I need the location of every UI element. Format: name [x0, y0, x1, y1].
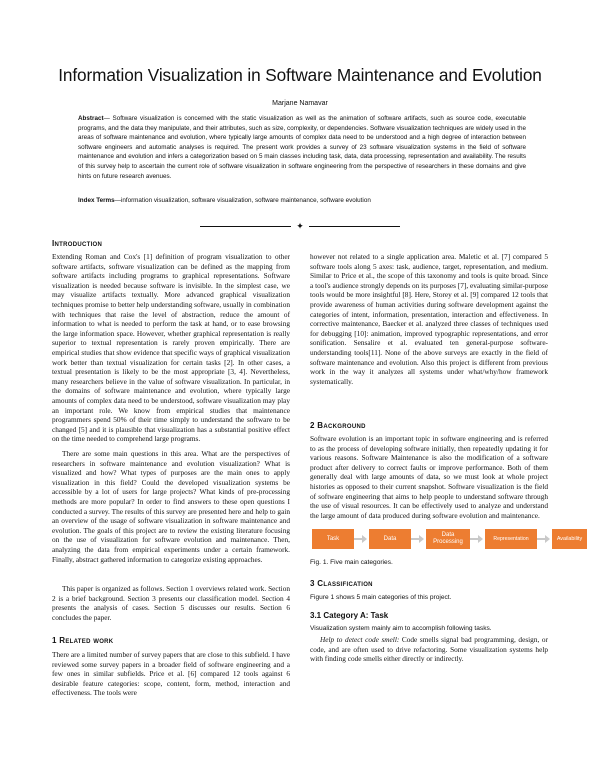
flow-box-data-processing: Data Processing — [426, 529, 470, 549]
index-terms-text: —information visualization, software visualization, software maintenance, software evolution — [114, 197, 371, 204]
intro-paragraph-3: This paper is organized as follows. Section 1 overviews related work. Section 2 is a brief background. Section 3 presents our classification model. Section 4 presents the analysis of cases. Section 5 discusses our results. Section 6 concludes the paper. — [52, 584, 290, 622]
intro-heading: Introduction — [52, 239, 103, 248]
author-name: Marjane Namavar — [272, 100, 328, 107]
figure-caption: Fig. 1. Five main categories. — [310, 559, 393, 566]
background-paragraph: Software evolution is an important topic in software engineering and is referred to as the process of developing software initially, then repeatedly updating it for various reasons. Software Maintenance is also the modification of a software product after delivery to correct faults or improve performance. Both of them generally deal with large amounts of data, so we must look at whole project histories as opposed to their current snapshot. Software visualization is the field of software engineering that aims to help people to understand software through the use of visual resources. It can be effectively used to analyze and understand the large amount of data produced during software evolution and maintenance. — [310, 434, 548, 520]
intro-paragraph-1: Extending Roman and Cox's [1] definition of program visualization to other software artifacts, software visualization can be defined as the mapping from software artifacts including programs to graphical representations. Software visualization is needed because software is invisible. In the simplest case, we may visualize artifacts textually. More advanced graphical visualization techniques promise to better help understanding software, usually in combination with techniques that raise the level of abstraction, reduce the amount of information to what is needed to perform the task at hand, or to ease browsing the large information space. However, whether graphical representation is really superior to textual representation is rarely proven empirically. There are empirical studies that show evidence that specific ways of graphical visualization work better than textual visualization for certain tasks [2]. In other cases, a textual presentation is likely to be the most appropriate [3, 4]. Nevertheless, many researchers believe in the value of software visualization. In particular, in the domains of software maintenance and evolution, where typically large amounts of complex data need to be understood, software visualization may play an important role. We know from empirical studies that maintenance programmers spend 50% of their time simply to understand the software to be changed [5] and it is plausible that visualization has a substantial positive effect on the time needed to comprehend large programs. — [52, 252, 290, 444]
flow-box-task: Task — [312, 529, 354, 549]
related-work-heading: 1 Related work — [52, 636, 114, 645]
intro-paragraph-2: There are some main questions in this area. What are the perspectives of researchers in software maintenance and evolution visualization? What is visualized and how? What types of purposes are the main ones to apply visualization in this field? Could the developed visualization systems be accessible by a lot of users for large projects? What kinds of pre-processing methods are more popular? In order to find answers to these open questions I conducted a survey. The results of this survey are presented here and help to gain an overview of the usage of software visualization in software maintenance and evolution. The goals of this project are to review the existing literature focusing on the use of visualization for software evolution and maintenance. Then, analyzing the data from empirical experiments under a certain framework. Finally, abstract gathered information to categorize existing approaches. — [52, 449, 290, 564]
related-work-continued: however not related to a single application area. Maletic et al. [7] compared 5 software tools along 5 axes: task, audience, target, representation, and medium. Similar to Price et al., the scope of this taxonomy and tools is quite broad. Since a tool's audience strongly depends on its purposes [7], evaluating similar-purpose tools would be more insightful [8]. Here, Storey et al. [9] compared 12 tools that provide awareness of human activities during software development against the categories of intent, information, presentation, interaction and effectiveness. In corrective maintenance, Baecker et al. analyzed three classes of techniques used for debugging [10]: animation, improved typographic representations, and error sonification. Sensalire et al. evaluated ten general-purpose software-understanding tools[11]. None of the above surveys are exactly in the field of software maintenance and evolution. Also this project is different from previous work in the way it analyzes all systems under what/why/how framework systematically. — [310, 252, 548, 386]
flow-arrow-1-icon — [362, 535, 367, 543]
category-a-intro: Visualization system mainly aim to accomplish following tasks. — [310, 625, 492, 632]
category-a-heading: 3.1 Category A: Task — [310, 611, 389, 620]
separator-diamond-icon: ✦ — [296, 221, 304, 231]
category-flow-diagram — [312, 529, 587, 549]
abstract-label: Abstract — [78, 115, 104, 122]
flow-arrow-2-icon — [419, 535, 424, 543]
background-heading: 2 Background — [310, 421, 366, 430]
code-smell-term: Help to detect code smell: — [320, 635, 400, 644]
abstract — [78, 114, 526, 181]
paper-title: Information Visualization in Software Maintenance and Evolution — [58, 65, 542, 85]
abstract-text: — Software visualization is concerned with the static visualization as well as the animation of software artifacts, such as source code, executable programs, and the data they manipulate, and their attributes, such as size, complexity, or dependencies. Software visualization techniques are widely used in the areas of software maintenance and evolution, where typically large amounts of complex data need to be understood and a high degree of interaction between software engineers and automatic analyses is required. The present work provides a survey of 23 software visualization systems in the field of software maintenance and evolution and infers a categorization based on 5 main classes including task, data, data processing, representation and availability. The results of this survey help to ascertain the current role of software visualization in software engineering from the perspective of researchers in these domains and give hints on future research avenues. — [78, 115, 526, 180]
separator-line-right — [309, 226, 400, 227]
flow-box-representation: Representation — [485, 529, 537, 549]
index-terms-label: Index Terms — [78, 197, 115, 204]
category-a-paragraph — [310, 635, 548, 664]
classification-heading: 3 Classification — [310, 579, 373, 588]
related-work-paragraph: There are a limited number of survey papers that are close to this subfield. I have reviewed some survey papers in a broader field of software engineering and a few ones in similar subfields. Price et al. [6] compared 12 tools against 6 desirable feature categories: scope, content, form, method, interaction and effectiveness. The tools were — [52, 650, 290, 698]
index-terms — [78, 196, 526, 206]
code-smell-text: Code smells signal bad programming, design, or code, and are often used to drive refactoring. Some visualization systems help with finding code smells either directly or indirectly. — [310, 635, 548, 664]
flow-arrow-3-icon — [478, 535, 483, 543]
flow-arrow-4-icon — [545, 535, 550, 543]
separator-line-left — [200, 226, 291, 227]
classification-paragraph: Figure 1 shows 5 main categories of this project. — [310, 594, 452, 601]
flow-box-availability: Availability — [552, 529, 587, 549]
flow-box-data: Data — [369, 529, 411, 549]
